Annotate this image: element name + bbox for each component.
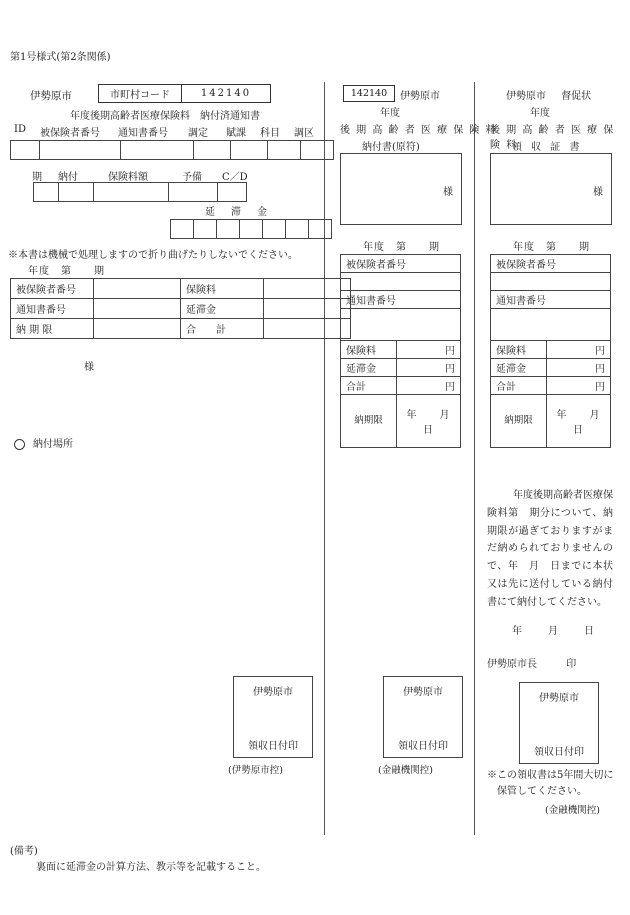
summary-key-premium: 保険料: [181, 279, 264, 299]
cell-chotei[interactable]: [194, 141, 231, 160]
cell-fuka[interactable]: [231, 141, 268, 160]
middle-notice-no-label: 通知書番号: [341, 291, 461, 309]
dunning-issue-date: 年 月 日: [512, 626, 596, 637]
stamp-date-seal-label: 領収日付印: [248, 741, 298, 752]
dunning-notice-body: 年度後期高齢者医療保険料第 期分について、納期限が過ぎておりますがまだ納められておりませんので、年 月 日までに本状又は先に送付している納付書にて納付してください。: [487, 490, 613, 608]
summary-val-premium[interactable]: [264, 279, 351, 299]
mayor-title: 伊勢原市長: [487, 659, 537, 670]
table-row: [11, 319, 351, 339]
summary-val-notice[interactable]: [94, 299, 181, 319]
table-row: [491, 395, 611, 448]
left-addressee-honorific: 様: [84, 362, 94, 373]
table-row: [491, 273, 611, 291]
table-row: [341, 273, 461, 291]
retention-note-line2: 保管してください。: [497, 785, 587, 797]
middle-payment-slip-table: [340, 254, 473, 448]
middle-insurance-kind: 後 期 高 齢 者 医 療 保 険 料: [340, 125, 498, 136]
right-insured-no-value[interactable]: [491, 273, 611, 291]
table-row: [341, 255, 461, 273]
summary-key-total: 合 計: [181, 319, 264, 339]
right-document-type: 督促状: [561, 91, 592, 102]
stamp-date-seal-label: 領収日付印: [398, 741, 448, 752]
summary-val-insured[interactable]: [94, 279, 181, 299]
right-copy-caption: (金融機関控): [545, 805, 600, 816]
cell-id[interactable]: [11, 141, 40, 160]
middle-total-label: 合計: [341, 377, 397, 395]
right-due-date-value[interactable]: 年 月 日: [547, 395, 611, 448]
left-municipality-name: 伊勢原市: [30, 90, 72, 102]
right-insurance-kind: 後 期 高 齢 者 医 療 保 険 料: [490, 125, 615, 151]
middle-addressee-honorific: 様: [443, 187, 453, 198]
seal-mark-icon: 印: [566, 659, 577, 670]
label-cd: C／D: [222, 172, 248, 183]
arrears-digit-cell[interactable]: [263, 220, 286, 239]
stamp-date-seal-label: 領収日付印: [534, 747, 584, 758]
table-row: [491, 341, 611, 359]
middle-addressee-box[interactable]: [340, 153, 462, 225]
left-period-label: 年度 第 期: [28, 266, 105, 277]
summary-key-notice: 通知書番号: [11, 299, 94, 319]
middle-municipality-code: 142140: [343, 85, 395, 102]
cell-notice[interactable]: [121, 141, 194, 160]
summary-val-total[interactable]: [264, 319, 351, 339]
arrears-digit-cell[interactable]: [286, 220, 309, 239]
right-arrears-label: 延滞金: [491, 359, 547, 377]
summary-val-arrears[interactable]: [264, 299, 351, 319]
arrears-label: 延 滞 金: [205, 207, 270, 218]
header-label-chotei: 調定: [188, 128, 208, 139]
summary-val-due[interactable]: [94, 319, 181, 339]
arrears-digit-cell[interactable]: [240, 220, 263, 239]
table-row: [341, 309, 461, 341]
middle-due-date-value[interactable]: 年 月 日: [397, 395, 461, 448]
cell-premium[interactable]: [94, 183, 169, 202]
cell-kamoku[interactable]: [268, 141, 301, 160]
summary-key-arrears: 延滞金: [181, 299, 264, 319]
arrears-digit-grid[interactable]: [170, 219, 332, 239]
table-row: [491, 359, 611, 377]
header-label-kamoku: 科目: [260, 128, 280, 139]
municipality-code-value: 142140: [182, 85, 271, 103]
table-row: [341, 359, 461, 377]
right-total-value[interactable]: 円: [547, 377, 611, 395]
right-due-date-label: 納期限: [491, 395, 547, 448]
middle-arrears-label: 延滞金: [341, 359, 397, 377]
middle-premium-label: 保険料: [341, 341, 397, 359]
table-row: [491, 309, 611, 341]
table-row: [491, 255, 611, 273]
middle-municipality-name: 伊勢原市: [400, 91, 440, 102]
payment-place-label: 納付場所: [33, 439, 73, 450]
right-municipality-name: 伊勢原市: [506, 91, 546, 102]
table-row: [341, 341, 461, 359]
right-document-title: 領 収 証 書: [512, 142, 583, 153]
column-divider-left: [324, 82, 325, 835]
stamp-city-name: 伊勢原市: [403, 687, 443, 698]
header-label-choku: 調区: [294, 128, 314, 139]
table-row: [341, 291, 461, 309]
left-header-input-row[interactable]: [10, 140, 334, 160]
table-row: [341, 377, 461, 395]
right-arrears-value[interactable]: 円: [547, 359, 611, 377]
header-label-insured: 被保険者番号: [40, 128, 100, 139]
cell-yobi[interactable]: [169, 183, 218, 202]
middle-due-date-label: 納期限: [341, 395, 397, 448]
table-row: [11, 279, 351, 299]
left-summary-table: [10, 278, 351, 339]
stamp-city-name: 伊勢原市: [539, 693, 579, 704]
header-label-fuka: 賦課: [226, 128, 246, 139]
municipality-code-label: 市町村コード: [99, 85, 182, 103]
right-addressee-box[interactable]: [490, 153, 612, 225]
middle-total-value[interactable]: 円: [397, 377, 461, 395]
summary-key-due: 納 期 限: [11, 319, 94, 339]
right-notice-no-label: 通知書番号: [491, 291, 611, 309]
table-row: [341, 395, 461, 448]
right-premium-value[interactable]: 円: [547, 341, 611, 359]
middle-arrears-value[interactable]: 円: [397, 359, 461, 377]
middle-premium-value[interactable]: 円: [397, 341, 461, 359]
label-nofu: 納付: [58, 172, 78, 183]
middle-period-label: 年度 第 期: [363, 242, 440, 253]
arrears-digit-cell[interactable]: [171, 220, 194, 239]
municipality-code-table: [98, 84, 271, 103]
arrears-digit-cell[interactable]: [194, 220, 217, 239]
cell-insured[interactable]: [40, 141, 121, 160]
label-ki: 期: [32, 172, 42, 183]
cell-ki[interactable]: [34, 183, 59, 202]
header-label-id: ID: [14, 124, 26, 135]
label-premium: 保険料額: [108, 172, 148, 183]
right-header-line: [506, 87, 591, 102]
middle-document-title: 納付書(原符): [362, 142, 420, 153]
middle-insured-no-label: 被保険者番号: [341, 255, 461, 273]
receipt-stamp-box-bank-middle: [383, 676, 463, 758]
right-premium-label: 保険料: [491, 341, 547, 359]
right-year-label: 年度: [530, 108, 550, 119]
remarks-label: (備考): [10, 846, 38, 857]
middle-insured-no-value[interactable]: [341, 273, 461, 291]
right-addressee-honorific: 様: [593, 187, 603, 198]
cell-choku[interactable]: [301, 141, 334, 160]
receipt-retention-note: [487, 768, 617, 799]
retention-note-line1: ※この領収書は5年間大切に: [487, 770, 614, 781]
middle-year-label: 年度: [380, 108, 400, 119]
left-second-input-row[interactable]: [33, 182, 247, 202]
right-notice-no-value[interactable]: [491, 309, 611, 341]
arrears-digit-cell[interactable]: [217, 220, 240, 239]
right-receipt-slip-table: [490, 254, 623, 448]
left-document-title: 年度後期高齢者医療保険料 納付済通知書: [70, 111, 260, 122]
remarks-body: 裏面に延滞金の計算方法、教示等を記載すること。: [36, 862, 266, 873]
stamp-caption-bank-copy: (金融機関控): [378, 765, 433, 776]
header-label-notice: 通知書番号: [118, 128, 168, 139]
stamp-city-name: 伊勢原市: [253, 687, 293, 698]
table-row: [11, 299, 351, 319]
cell-cd[interactable]: [218, 183, 247, 202]
payment-place-section: [14, 435, 73, 450]
dunning-notice-text: [487, 487, 613, 612]
right-insured-no-label: 被保険者番号: [491, 255, 611, 273]
table-row: [491, 291, 611, 309]
receipt-stamp-box-bank-right: [519, 682, 599, 764]
machine-processing-note: ※本書は機械で処理しますので折り曲げたりしないでください。: [8, 250, 298, 261]
receipt-stamp-box-city: [233, 676, 313, 758]
summary-key-insured: 被保険者番号: [11, 279, 94, 299]
label-yobi: 予備: [182, 172, 202, 183]
table-row: [491, 377, 611, 395]
stamp-caption-city-copy: (伊勢原市控): [228, 765, 283, 776]
right-period-label: 年度 第 期: [513, 242, 590, 253]
form-number: 第1号様式(第2条関係): [10, 52, 111, 63]
cell-nofu[interactable]: [59, 183, 94, 202]
right-total-label: 合計: [491, 377, 547, 395]
circle-bullet-icon: [14, 439, 25, 450]
arrears-digit-cell[interactable]: [309, 220, 332, 239]
mayor-signature-line: [487, 655, 576, 670]
middle-notice-no-value[interactable]: [341, 309, 461, 341]
column-divider-right: [474, 82, 475, 835]
